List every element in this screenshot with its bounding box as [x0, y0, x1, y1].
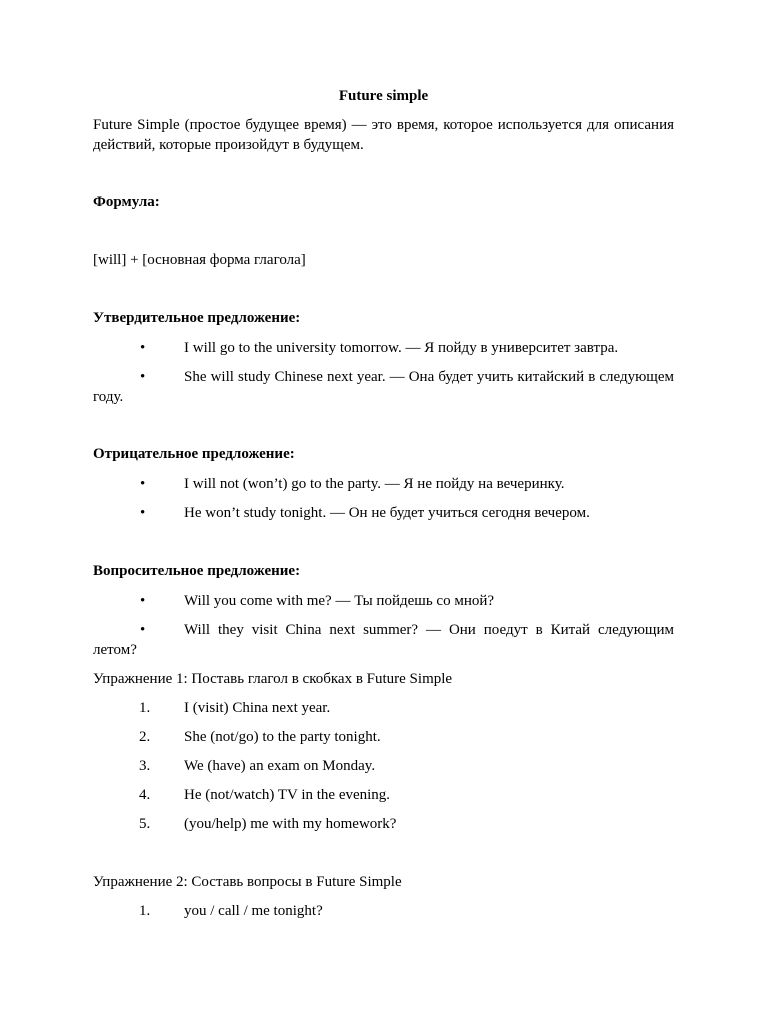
- document-page: [93, 86, 674, 921]
- exercise1-item-text: He (not/watch) TV in the evening.: [184, 787, 391, 803]
- exercise1-item-text: (you/help) me with my homework?: [184, 816, 397, 832]
- exercise1-item-text: I (visit) China next year.: [184, 700, 331, 716]
- document-title: Future simple: [338, 88, 429, 104]
- intro-paragraph: Future Simple (простое будущее время) — это время, которое используется для описания действий, которые произойдут в будущем.: [93, 117, 674, 153]
- affirmative-item-text: She will study Chinese next year. — Она будет учить китайский в следующем году.: [93, 369, 674, 405]
- affirmative-heading: Утвердительное предложение:: [93, 310, 301, 326]
- affirmative-item: • I will go to the university tomorrow. — Я пойду в университет завтра.: [140, 340, 619, 356]
- question-heading: Вопросительное предложение:: [93, 563, 301, 579]
- exercise1-item: 3. We (have) an exam on Monday.: [139, 758, 376, 774]
- exercise2-item-text: you / call / me tonight?: [184, 903, 323, 919]
- exercise1-item-text: She (not/go) to the party tonight.: [184, 729, 381, 745]
- negative-item: • He won’t study tonight. — Он не будет учиться сегодня вечером.: [140, 505, 590, 521]
- exercise1-item: 4. He (not/watch) TV in the evening.: [139, 787, 391, 803]
- question-item: • Will they visit China next summer? — Они поедут в Китай следующим летом?: [93, 622, 674, 658]
- question-item-text: Will you come with me? — Ты пойдешь со мной?: [184, 593, 495, 609]
- formula-text: [will] + [основная форма глагола]: [93, 252, 306, 268]
- exercise1-heading: Упражнение 1: Поставь глагол в скобках в Future Simple: [93, 671, 453, 687]
- question-item-text: Will they visit China next summer? — Они поедут в Китай следующим летом?: [93, 622, 674, 658]
- negative-item-text: He won’t study tonight. — Он не будет учиться сегодня вечером.: [184, 505, 590, 521]
- affirmative-item-text: I will go to the university tomorrow. — Я пойду в университет завтра.: [184, 340, 619, 356]
- negative-heading: Отрицательное предложение:: [93, 446, 295, 462]
- affirmative-item: • She will study Chinese next year. — Она будет учить китайский в следующем году.: [93, 369, 674, 405]
- question-item: • Will you come with me? — Ты пойдешь со мной?: [140, 593, 495, 609]
- exercise2-heading: Упражнение 2: Составь вопросы в Future Simple: [93, 874, 402, 890]
- exercise1-item: 2. She (not/go) to the party tonight.: [139, 729, 381, 745]
- exercise1-item-text: We (have) an exam on Monday.: [184, 758, 376, 774]
- negative-item: • I will not (won’t) go to the party. — Я не пойду на вечеринку.: [140, 476, 565, 492]
- exercise1-item: 5. (you/help) me with my homework?: [139, 816, 397, 832]
- exercise2-item: 1. you / call / me tonight?: [139, 903, 323, 919]
- exercise1-item: 1. I (visit) China next year.: [139, 700, 331, 716]
- negative-item-text: I will not (won’t) go to the party. — Я не пойду на вечеринку.: [184, 476, 565, 492]
- formula-heading: Формула:: [93, 194, 160, 210]
